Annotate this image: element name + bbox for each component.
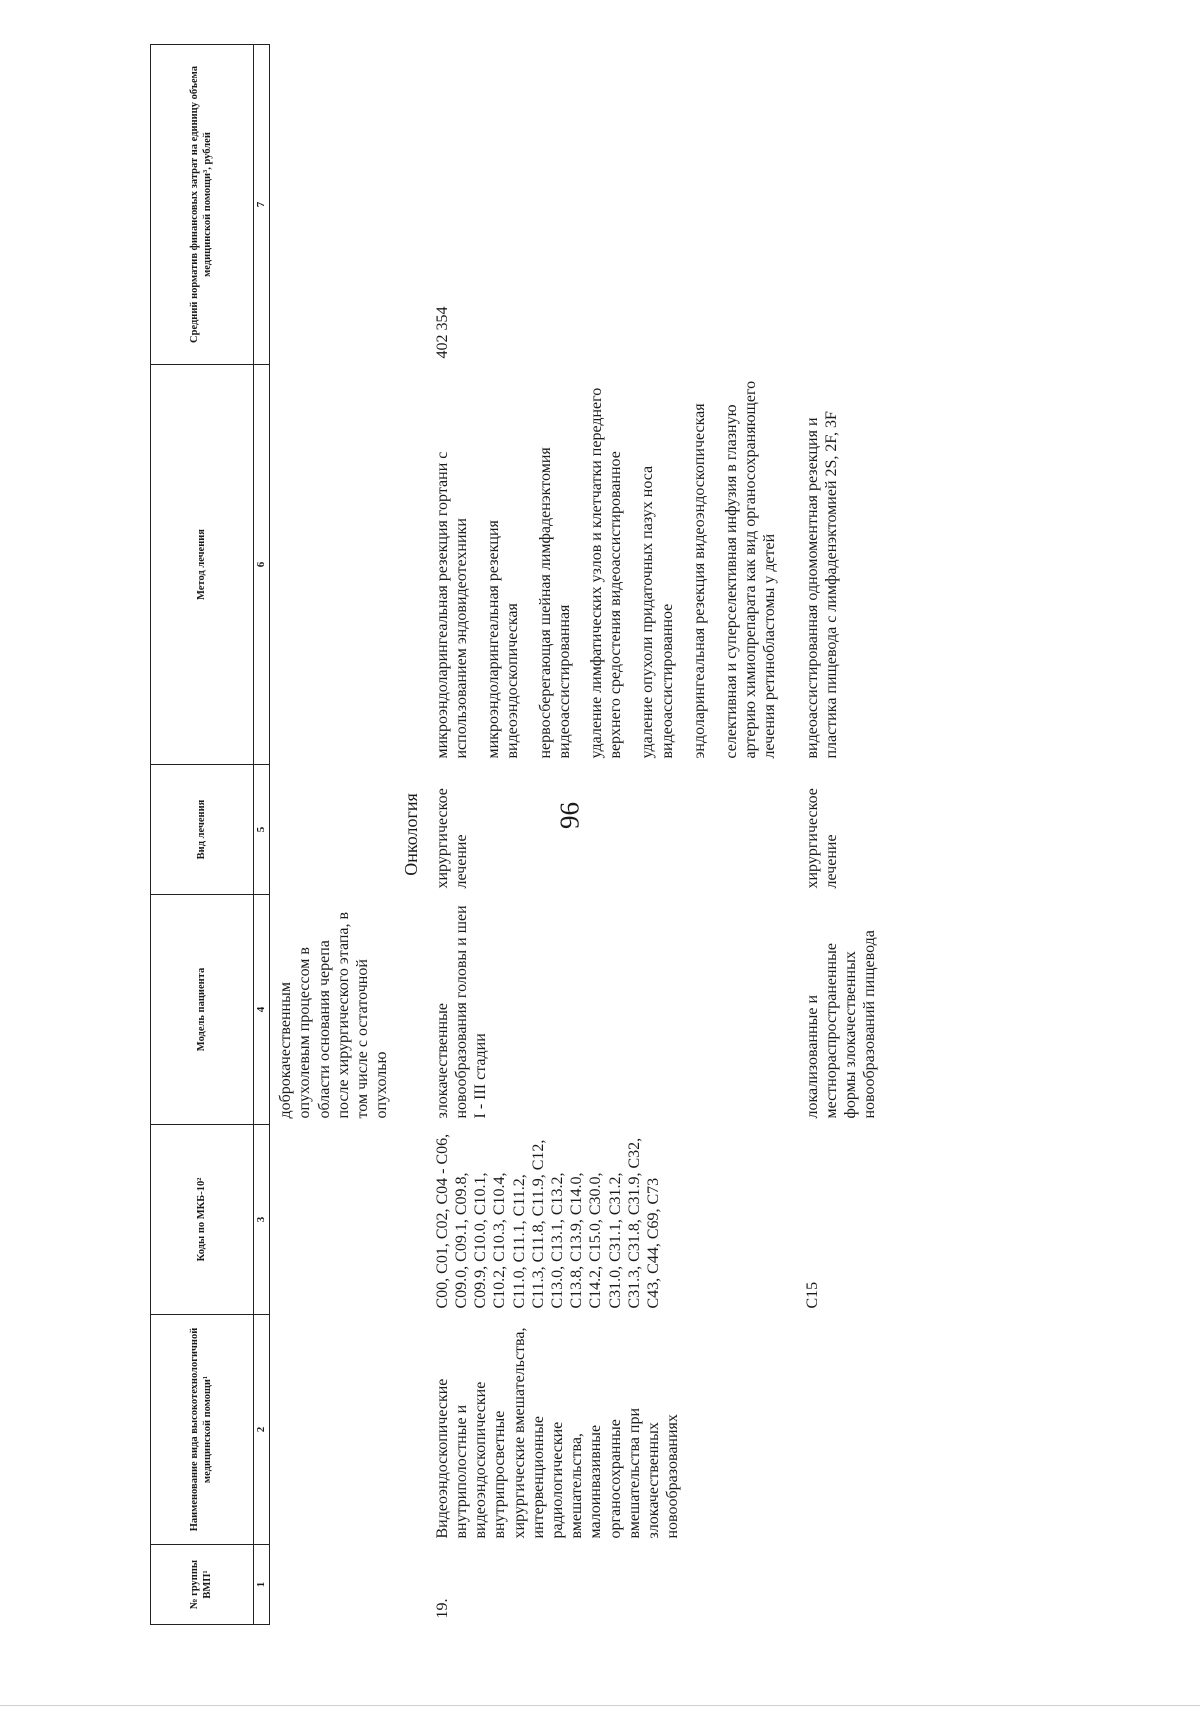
section-row [395, 45, 427, 1625]
treatment-methods-cell [427, 365, 797, 765]
method-item: микроэндоларингеальная резекция гортани с использованием эндовидеотехники [433, 451, 471, 759]
col-number: 5 [254, 765, 270, 895]
header-row [151, 45, 254, 1625]
method-item: нервосберегающая шейная лимфаденэктомия видеоассистированная [536, 447, 573, 759]
rotated-table-sheet [150, 45, 1060, 1625]
page-number: 96 [554, 802, 585, 829]
group-number-cell: 19. [433, 1598, 451, 1619]
col-number: 7 [254, 45, 270, 365]
col-number: 2 [254, 1315, 270, 1545]
patient-model-cell: локализованные и местнораспространенные формы злокачественных новообразований пищевода [803, 930, 879, 1119]
header-vmp-name: Наименование вида высокотехнологичной медицинской помощи¹ [151, 1315, 254, 1545]
treatment-type-cell: хирургическое лечение [433, 788, 471, 889]
treatment-methods-cell [797, 365, 884, 765]
icd-codes-cell: C00, C01, C02, C04 - C06, C09.0, C09.1, C09.8, C09.9, C10.0, C10.1, C10.2, C10.3, C10.4, C11.0, C11.1, C11.2, C11.3, C11.8, C11.9, C12, C13.0, C13.1, C13.2, C13.8, C13.9, C14.0, C14.2, C15.0, C30.0, C31.0, C31.1, C31.2, C31.3, C31.8, C31.9, C32, C43, C44, C69, C73 [433, 1133, 662, 1309]
method-item: видеоассистированная одномоментная резекция и пластика пищевода с лимфаденэктомией 2S, 2F, 3F [803, 411, 840, 759]
col-number: 4 [254, 895, 270, 1125]
continuation-model-cell: доброкачественным опухолевым процессом в области основания черепа после хирургического этапа, в том числе с остаточной опухолью [277, 911, 391, 1119]
table-row [427, 45, 797, 1625]
header-treatment-type: Вид лечения [151, 765, 254, 895]
group-name-cell: Видеоэндоскопические внутриполостные и видеоэндоскопические внутрипросветные хирургические вмешательства, интервенционные радиологические вмешательства, малоинвазивные органосохранные вмешательства при злокачественных новообразованиях [433, 1327, 682, 1539]
method-item: удаление опухоли придаточных пазух носа видеоассистированное [639, 465, 676, 759]
col-number: 6 [254, 365, 270, 765]
patient-model-cell: злокачественные новообразования головы и шеи I - III стадии [433, 905, 490, 1119]
method-item: селективная и суперселективная инфузия в глазную артерию химиопрепарата как вид органосохраняющего лечения ретинобластомы у детей [722, 380, 779, 759]
header-treatment-method: Метод лечения [151, 365, 254, 765]
column-number-row [254, 45, 270, 1625]
header-group-number: № группы ВМП¹ [151, 1545, 254, 1625]
method-item: микроэндоларингеальная резекция видеоэндоскопическая [485, 520, 522, 759]
header-icd-codes: Коды по МКБ-10² [151, 1125, 254, 1315]
cost-cell: 402 354 [433, 306, 451, 359]
scan-edge-line [0, 1705, 1200, 1706]
icd-codes-cell: C15 [803, 1281, 821, 1309]
col-number: 1 [254, 1545, 270, 1625]
col-number: 3 [254, 1125, 270, 1315]
table-row [270, 45, 396, 1625]
treatment-type-cell: хирургическое лечение [803, 788, 840, 889]
header-patient-model: Модель пациента [151, 895, 254, 1125]
method-item: удаление лимфатических узлов и клетчатки переднего верхнего средостения видеоассистированное [588, 387, 625, 759]
section-title: Онкология [401, 793, 422, 876]
vmp-table [150, 44, 883, 1625]
method-item: эндоларингеальная резекция видеоэндоскопическая [690, 403, 708, 759]
header-cost-norm: Средний норматив финансовых затрат на единицу объема медицинской помощи³, рублей [151, 45, 254, 365]
